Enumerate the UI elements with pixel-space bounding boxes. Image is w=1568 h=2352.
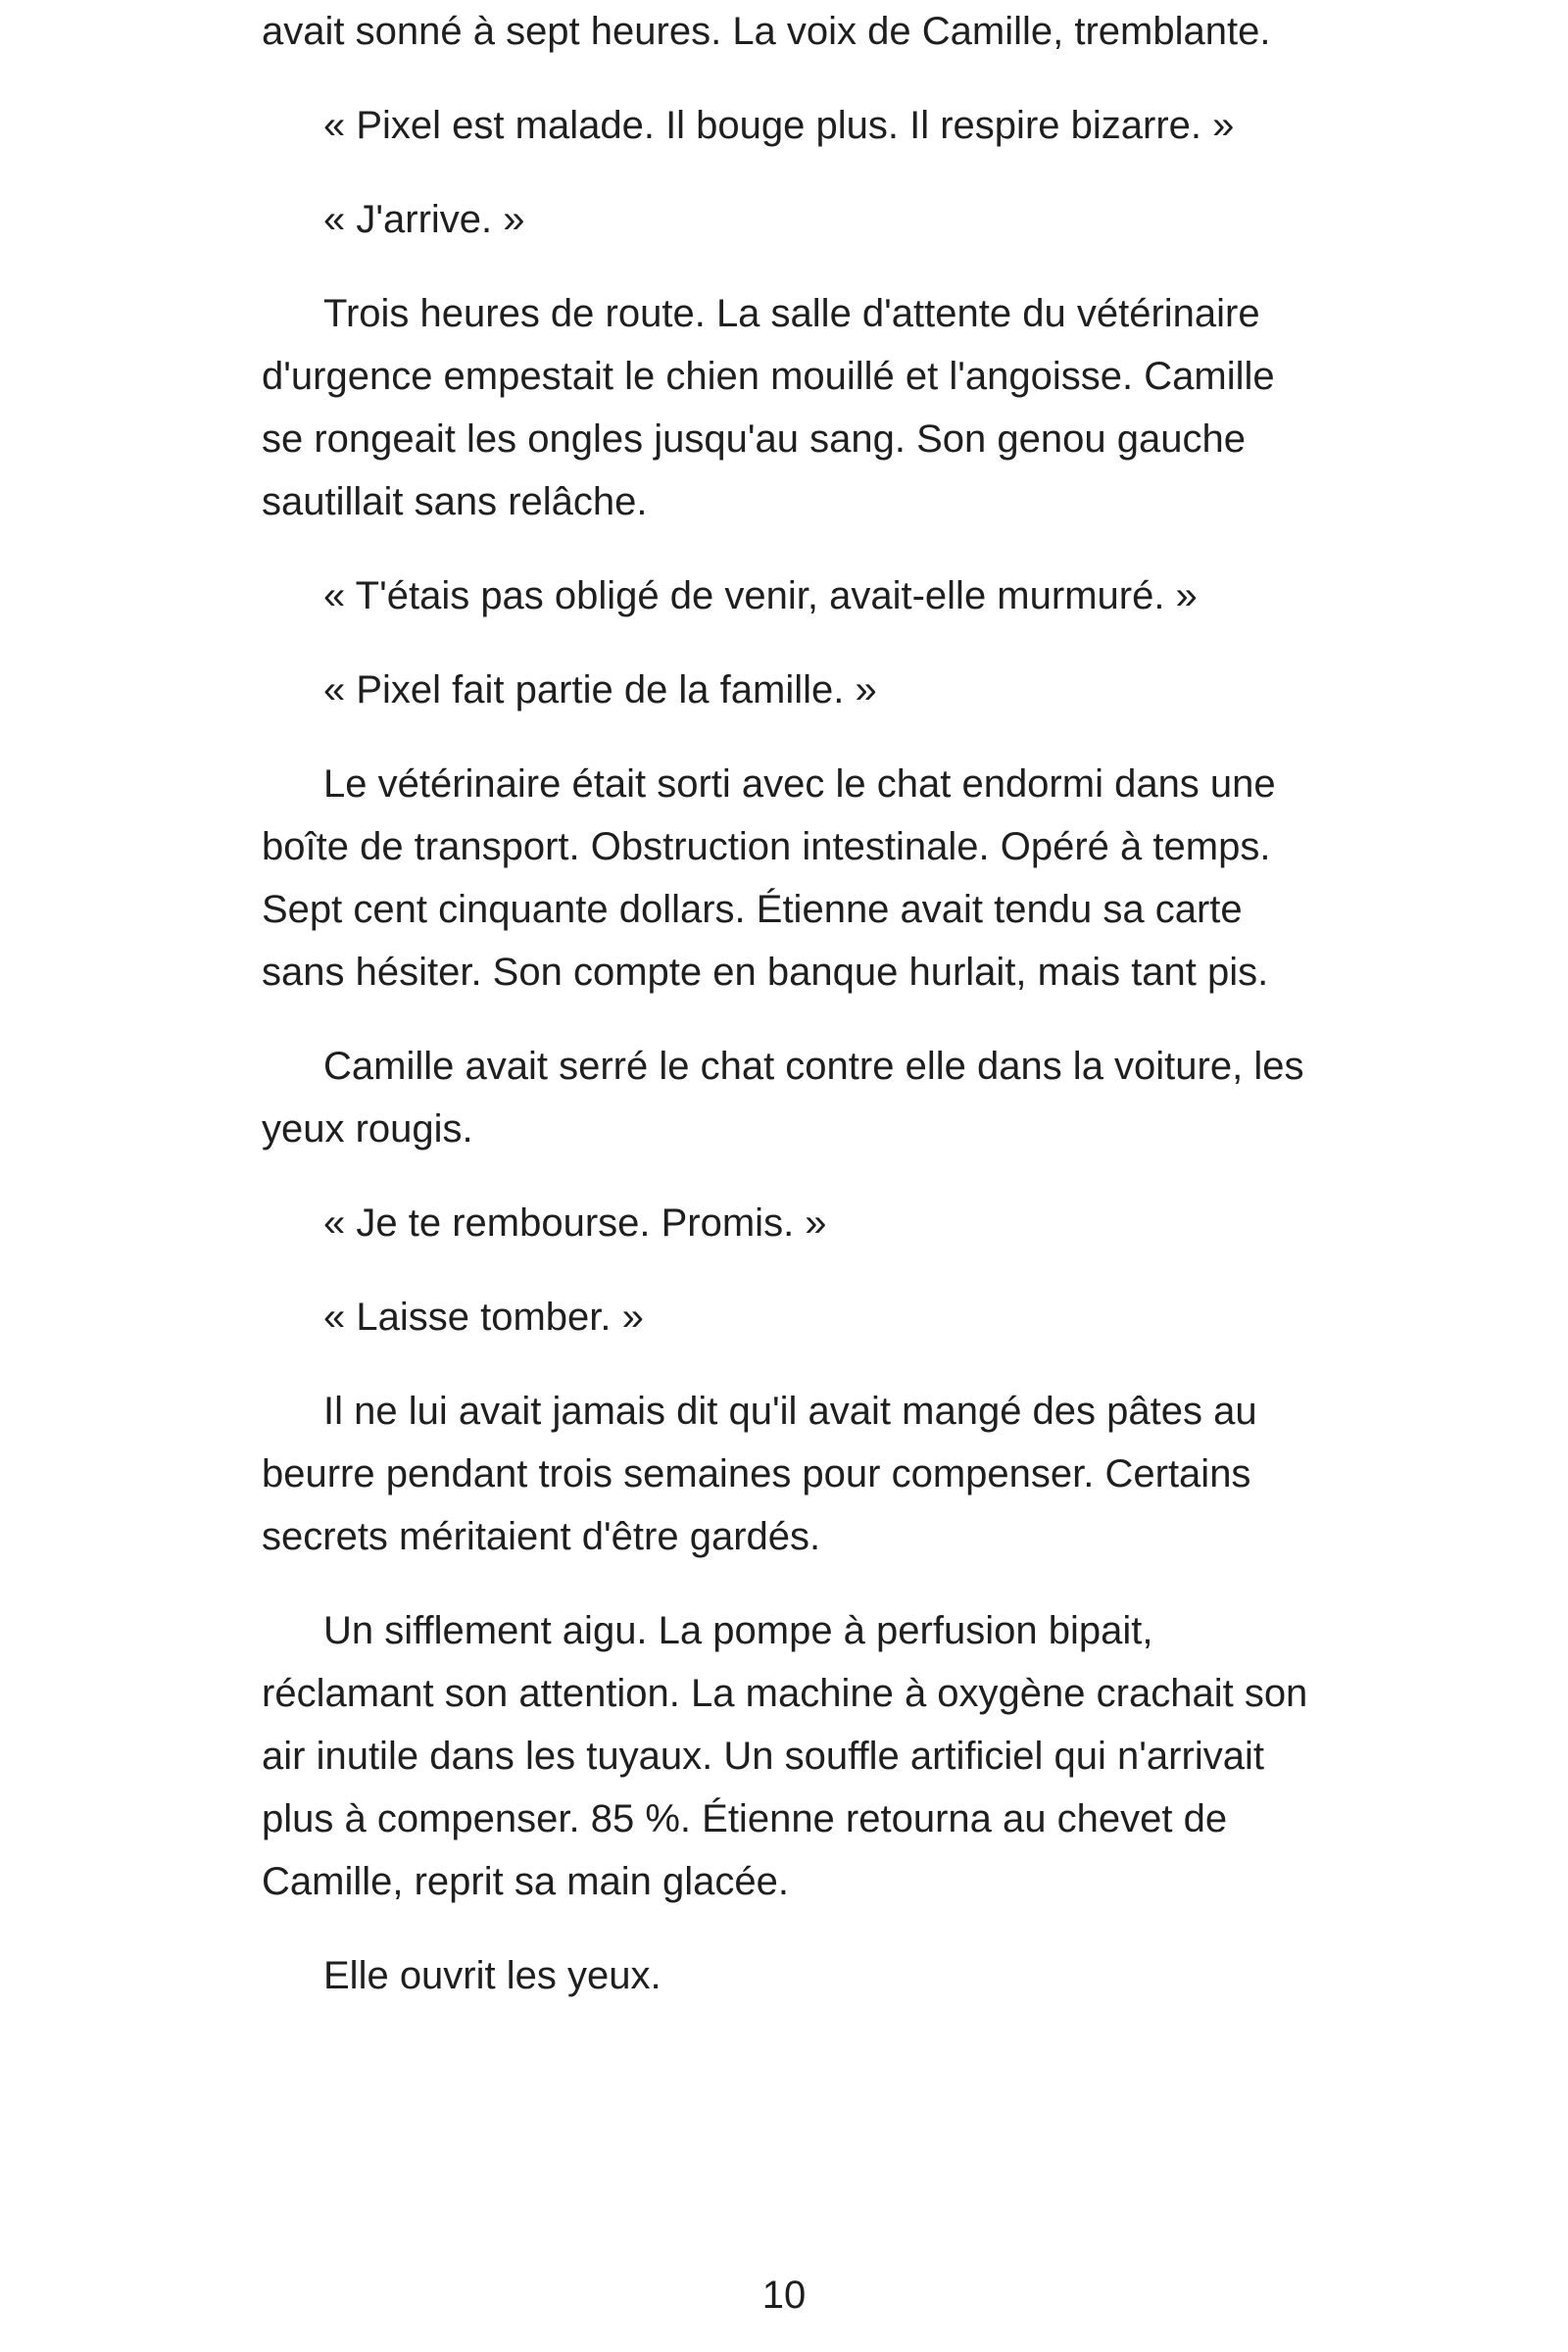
paragraph-5: « T'étais pas obligé de venir, avait-elle murmuré. » <box>323 574 1198 617</box>
paragraph-10: « Laisse tomber. » <box>323 1296 644 1339</box>
paragraph-3: « J'arrive. » <box>323 198 525 241</box>
paragraph-8: Camille avait serré le chat contre elle dans la voiture, les yeux rougis. <box>262 1045 1304 1151</box>
paragraph-1: avait sonné à sept heures. La voix de Camille, tremblante. <box>262 10 1271 53</box>
paragraph-2: « Pixel est malade. Il bouge plus. Il respire bizarre. » <box>323 104 1235 147</box>
paragraph-13: Elle ouvrit les yeux. <box>323 1954 662 1997</box>
paragraph-11: Il ne lui avait jamais dit qu'il avait mangé des pâtes au beurre pendant trois semaines pour compenser. Certains secrets méritaient d'être gardés. <box>262 1390 1257 1558</box>
paragraph-12: Un sifflement aigu. La pompe à perfusion bipait, réclamant son attention. La machine à oxygène crachait son air inutile dans les tuyaux. Un souffle artificiel qui n'arrivait plus à compenser. 85 %. Étienne retourna au chevet de Camille, reprit sa main glacée. <box>262 1609 1308 1903</box>
paragraph-4: Trois heures de route. La salle d'attente du vétérinaire d'urgence empestait le chien mouillé et l'angoisse. Camille se rongeait les ongles jusqu'au sang. Son genou gauche sautillait sans relâche. <box>262 292 1275 523</box>
paragraph-9: « Je te rembourse. Promis. » <box>323 1201 827 1245</box>
body-text <box>262 0 1320 2038</box>
page-number: 10 <box>761 2274 807 2317</box>
paragraph-7: Le vétérinaire était sorti avec le chat endormi dans une boîte de transport. Obstruction intestinale. Opéré à temps. Sept cent cinquante dollars. Étienne avait tendu sa carte sans hésiter. Son compte en banque hurlait, mais tant pis. <box>262 762 1276 994</box>
paragraph-6: « Pixel fait partie de la famille. » <box>323 668 877 711</box>
